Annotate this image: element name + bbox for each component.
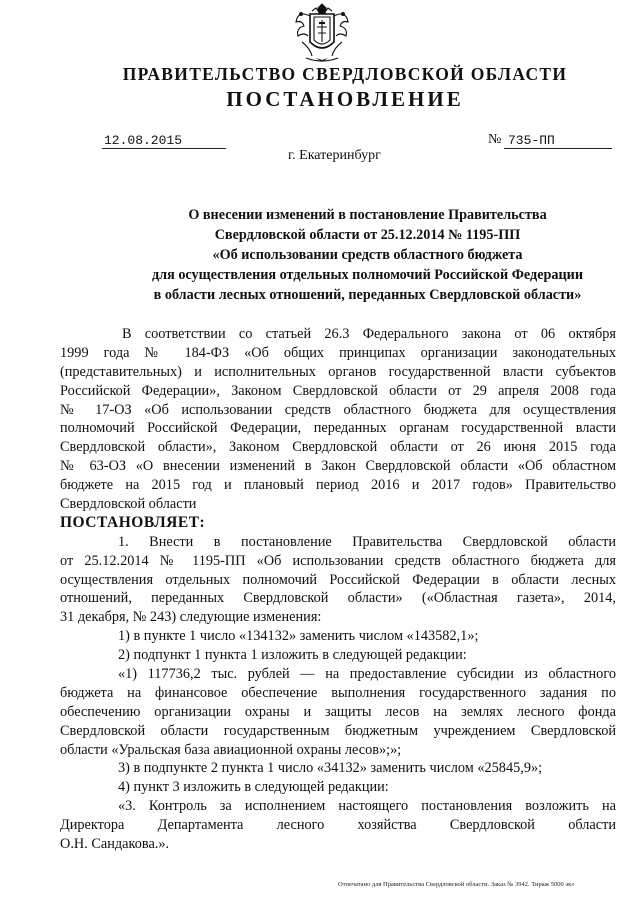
document-heading	[60, 205, 640, 305]
heading-line: «Об использовании средств областного бюджета	[212, 247, 523, 263]
body-line: 3) в подпункте 2 пункта 1 число «34132» заменить числом «25845,9»;	[118, 760, 543, 777]
body-line: обеспечению организации охраны и защиты лесов на землях лесного фонда	[60, 703, 616, 720]
heading-line: Свердловской области от 25.12.2014 № 1195-ПП	[214, 227, 521, 243]
print-footer: Отпечатано для Правительства Свердловской области. Заказ № 3942. Тираж 5000 экз	[338, 881, 574, 888]
body-line: 2) подпункт 1 пункта 1 изложить в следующей редакции:	[118, 647, 467, 664]
body-line: 31 декабря, № 243) следующие изменения:	[60, 609, 322, 626]
body-line: (представительных) и исполнительных органов государственной власти субъектов	[60, 363, 616, 380]
body-line: 1. Внести в постановление Правительства Свердловской области	[118, 533, 616, 550]
body-line: 4) пункт 3 изложить в следующей редакции:	[118, 779, 389, 796]
coat-of-arms-emblem	[292, 2, 352, 64]
body-line: 1999 года № 184-ФЗ «Об общих принципах организации законодательных	[60, 344, 616, 361]
body-line: № 17-ОЗ «Об использовании средств областного бюджета для осуществления	[60, 401, 616, 418]
body-line: Российской Федерации», Законом Свердловской области от 29 апреля 2008 года	[60, 382, 616, 399]
document-type: ПОСТАНОВЛЕНИЕ	[226, 87, 464, 111]
heading-line: О внесении изменений в постановление Правительства	[188, 207, 547, 223]
body-line: Свердловской области», Законом Свердловской области от 26 июня 2015 года	[60, 439, 616, 456]
body-line: Свердловской области	[60, 496, 197, 513]
heading-line: для осуществления отдельных полномочий Российской Федерации	[151, 267, 584, 283]
document-number: 735-ПП	[504, 133, 612, 149]
body-line: О.Н. Сандакова.».	[60, 836, 170, 853]
decree-keyword: ПОСТАНОВЛЯЕТ:	[60, 513, 206, 531]
government-name: ПРАВИТЕЛЬСТВО СВЕРДЛОВСКОЙ ОБЛАСТИ	[122, 64, 568, 84]
document-body	[60, 325, 616, 854]
city: г. Екатеринбург	[288, 148, 381, 163]
body-line: области «Уральская база авиационной охраны лесов»;»;	[60, 741, 402, 758]
body-line: бюджете на 2015 год и плановый период 2016 и 2017 годов» Правительство	[60, 477, 616, 494]
body-line: отношений, переданных Свердловской области» («Областная газета», 2014,	[60, 590, 616, 607]
number-label: №	[488, 132, 502, 147]
body-line: «1) 117736,2 тыс. рублей — на предоставление субсидии из областного	[118, 666, 616, 683]
heading-line: в области лесных отношений, переданных Свердловской области»	[153, 287, 582, 303]
body-line: В соответствии со статьей 26.3 Федерального закона от 06 октября	[122, 326, 616, 342]
body-line: Свердловской области государственным бюджетным учреждением Свердловской	[60, 722, 616, 739]
body-line: 1) в пункте 1 число «134132» заменить числом «143582,1»;	[118, 628, 479, 645]
body-line: бюджета на финансовое обеспечение выполнения государственного задания по	[60, 684, 616, 701]
body-line: Директора Департамента лесного хозяйства Свердловской области	[60, 817, 616, 834]
body-line: полномочий Российской Федерации, переданных органам государственной власти	[60, 420, 616, 437]
body-line: «3. Контроль за исполнением настоящего постановления возложить на	[118, 798, 616, 815]
body-line: от 25.12.2014 № 1195-ПП «Об использовании средств областного бюджета для	[60, 552, 616, 569]
document-date: 12.08.2015	[102, 133, 226, 149]
body-line: осуществления отдельных полномочий Российской Федерации в области лесных	[60, 571, 616, 588]
body-line: № 63-ОЗ «О внесении изменений в Закон Свердловской области «Об областном	[60, 458, 616, 475]
